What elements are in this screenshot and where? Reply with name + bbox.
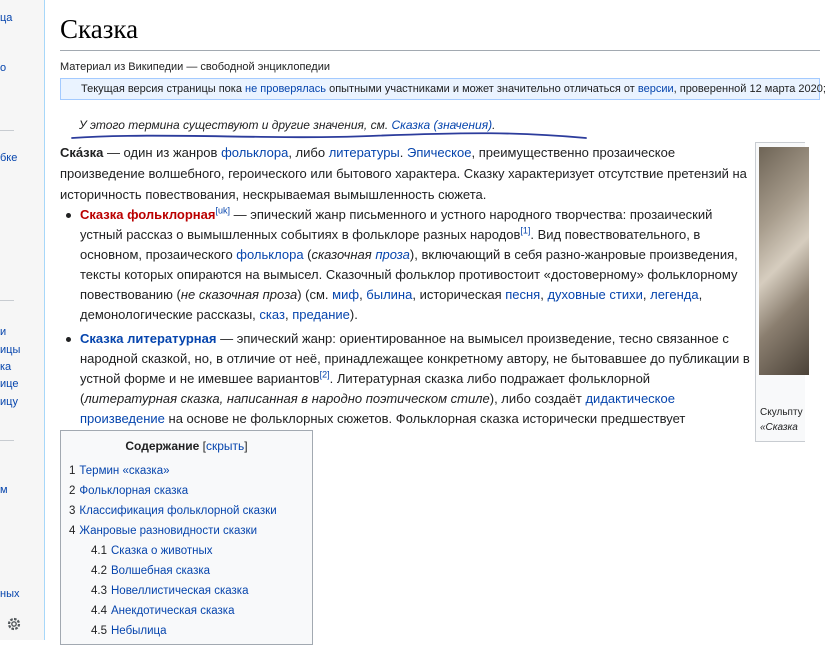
sculpture-image[interactable] — [759, 147, 809, 375]
toc-number: 2 — [69, 485, 76, 497]
text: ), включающий в себя разно-жанровые произведения, тексты которых опираются на вымысел. Сказочный фольклор противостоит «достоверному» фольклорному повествованию ( — [80, 247, 738, 302]
toc-link[interactable]: Сказка о животных — [111, 545, 213, 557]
link-song[interactable]: песня — [505, 287, 541, 302]
bracket: ] — [244, 439, 248, 453]
text: , либо — [288, 145, 329, 160]
text: . Литературная сказка либо подражает фольклорной ( — [80, 371, 651, 406]
link-didactic[interactable]: дидактическое произведение — [80, 391, 675, 426]
sidebar-item[interactable]: о — [0, 62, 7, 74]
toc-number: 4.3 — [91, 585, 107, 597]
revision-text: Текущая версия страницы пока — [81, 83, 246, 95]
text: ), либо создаёт — [489, 391, 586, 406]
text: ) (см. — [297, 287, 333, 302]
toc-item[interactable] — [69, 561, 277, 581]
title-divider — [60, 50, 820, 51]
sidebar-item[interactable]: ных — [0, 588, 20, 600]
sidebar-divider — [0, 440, 14, 441]
sidebar-divider — [0, 130, 14, 131]
sidebar-item[interactable]: ка — [0, 361, 12, 373]
toc-title: Содержание — [125, 439, 200, 453]
content-area — [44, 0, 826, 640]
toc-item[interactable] — [69, 521, 277, 541]
toc-link[interactable]: Жанровые разновидности сказки — [79, 525, 257, 537]
unchecked-link[interactable]: не проверялась — [245, 83, 327, 95]
link-literary-tale[interactable]: Сказка литературная — [80, 331, 217, 346]
toc-number: 4.2 — [91, 565, 107, 577]
toc-item[interactable] — [69, 461, 277, 481]
revision-text: , проверенной 12 марта 2020; — [673, 83, 826, 95]
definitions-list — [60, 205, 750, 453]
hatnote-text: У этого термина существуют и другие значения, см. — [79, 118, 392, 132]
link-folklore-2[interactable]: фольклора — [236, 247, 304, 262]
page-title: Сказка — [60, 14, 139, 44]
text: ( — [303, 247, 312, 262]
sidebar-item[interactable]: и — [0, 326, 7, 338]
toc-number: 4.5 — [91, 625, 107, 637]
site-tagline: Материал из Википедии — свободной энциклопедии — [60, 61, 330, 73]
sidebar-item[interactable]: ицы — [0, 344, 21, 356]
toc-list — [69, 461, 277, 641]
sidebar-divider — [0, 300, 14, 301]
text: — эпический жанр письменного и устного народного творчества: прозаический устный рассказ о вымышленных событиях в фольклоре разных народов — [80, 207, 713, 242]
link-skaz[interactable]: сказ — [259, 307, 285, 322]
toc-link[interactable]: Волшебная сказка — [111, 565, 211, 577]
toc-item[interactable] — [69, 601, 277, 621]
text: — эпический жанр: ориентированное на вымысел произведение, тесно связанное с народной сказкой, но, в отличие от неё, принадлежащее конкретному автору, не бытовавшее до публикации в устной форме и не имевшее вариантов — [80, 331, 750, 386]
disambiguation-link[interactable]: Сказка (значения) — [391, 118, 493, 132]
term-bold: Ска́зка — [60, 145, 104, 160]
text: , историческая — [412, 287, 506, 302]
toc-item[interactable] — [69, 501, 277, 521]
text: . Вид повествовательного, в основном, прозаического — [80, 227, 701, 262]
link-uk[interactable]: [uk] — [215, 205, 230, 216]
link-predanie[interactable]: предание — [292, 307, 350, 322]
link-bylina[interactable]: былина — [366, 287, 413, 302]
link-folklore[interactable]: фольклора — [221, 145, 289, 160]
toc-number: 3 — [69, 505, 76, 517]
toc-link[interactable]: Классификация фольклорной сказки — [79, 505, 277, 517]
toc-item[interactable] — [69, 581, 277, 601]
text: , демонологические рассказы, — [80, 287, 703, 322]
toc-number: 4.4 — [91, 605, 107, 617]
toc-link[interactable]: Анекдотическая сказка — [111, 605, 235, 617]
toc-item[interactable] — [69, 541, 277, 561]
sidebar-item[interactable]: ицу — [0, 396, 18, 408]
thumbnail-box — [755, 142, 805, 442]
toc-number: 4 — [69, 525, 76, 537]
text: . — [399, 145, 408, 160]
sidebar-item[interactable]: ца — [0, 12, 13, 24]
table-of-contents — [60, 430, 313, 645]
text: , — [284, 307, 293, 322]
thumbnail-caption — [760, 405, 803, 435]
toc-link[interactable]: Новеллистическая сказка — [111, 585, 249, 597]
toc-number: 4.1 — [91, 545, 107, 557]
sidebar — [0, 0, 44, 640]
text: , — [359, 287, 367, 302]
link-spiritual-verses[interactable]: духовные стихи — [547, 287, 643, 302]
toc-header — [61, 439, 312, 453]
toc-item[interactable] — [69, 621, 277, 641]
toc-link[interactable]: Термин «сказка» — [79, 465, 170, 477]
toc-link[interactable]: Небылица — [111, 625, 167, 637]
versions-link[interactable]: версии — [637, 83, 674, 95]
link-proza[interactable]: проза — [375, 247, 410, 262]
caption-line: «Сказка — [760, 422, 798, 433]
caption-line: Скульпту — [760, 407, 803, 418]
link-literature[interactable]: литературы — [328, 145, 400, 160]
intro-paragraph — [60, 142, 750, 205]
sidebar-item[interactable]: ице — [0, 378, 19, 390]
hatnote-end: . — [492, 118, 496, 132]
ref-1[interactable]: [1] — [520, 225, 531, 236]
text: не сказочная проза — [180, 287, 298, 302]
link-myth[interactable]: миф — [332, 287, 360, 302]
text: — один из жанров — [103, 145, 222, 160]
list-item-folk — [60, 205, 750, 325]
revision-text: опытными участниками и может значительно отличаться от — [326, 83, 638, 95]
sidebar-item[interactable]: бке — [0, 152, 18, 164]
text: ). — [349, 307, 358, 322]
text: на основе не фольклорных сюжетов. Фольклорная сказка исторически предшествует — [168, 411, 686, 426]
sidebar-item[interactable]: м — [0, 484, 8, 496]
toc-hide-toggle[interactable]: скрыть — [205, 439, 245, 453]
link-legend[interactable]: легенда — [650, 287, 699, 302]
text: литературная сказка, написанная в народно поэтическом стиле — [84, 391, 490, 406]
gear-icon[interactable] — [6, 616, 22, 632]
revision-notice — [60, 78, 826, 100]
ref-2[interactable]: [2] — [319, 369, 330, 380]
toc-number: 1 — [69, 465, 76, 477]
text: сказочная — [311, 247, 376, 262]
bracket: [ — [199, 439, 206, 453]
toc-link[interactable]: Фольклорная сказка — [79, 485, 189, 497]
toc-item[interactable] — [69, 481, 277, 501]
text: , — [540, 287, 548, 302]
text: , преимущественно прозаическое произведение волшебного, героического или бытового характера. Сказку характеризует отсутствие претензий на историчность повествования, нескрываемая вымышленность сюжета. — [60, 145, 747, 202]
text: , — [642, 287, 651, 302]
link-folk-tale[interactable]: Сказка фольклорная — [80, 207, 216, 222]
link-epic[interactable]: Эпическое — [407, 145, 472, 160]
